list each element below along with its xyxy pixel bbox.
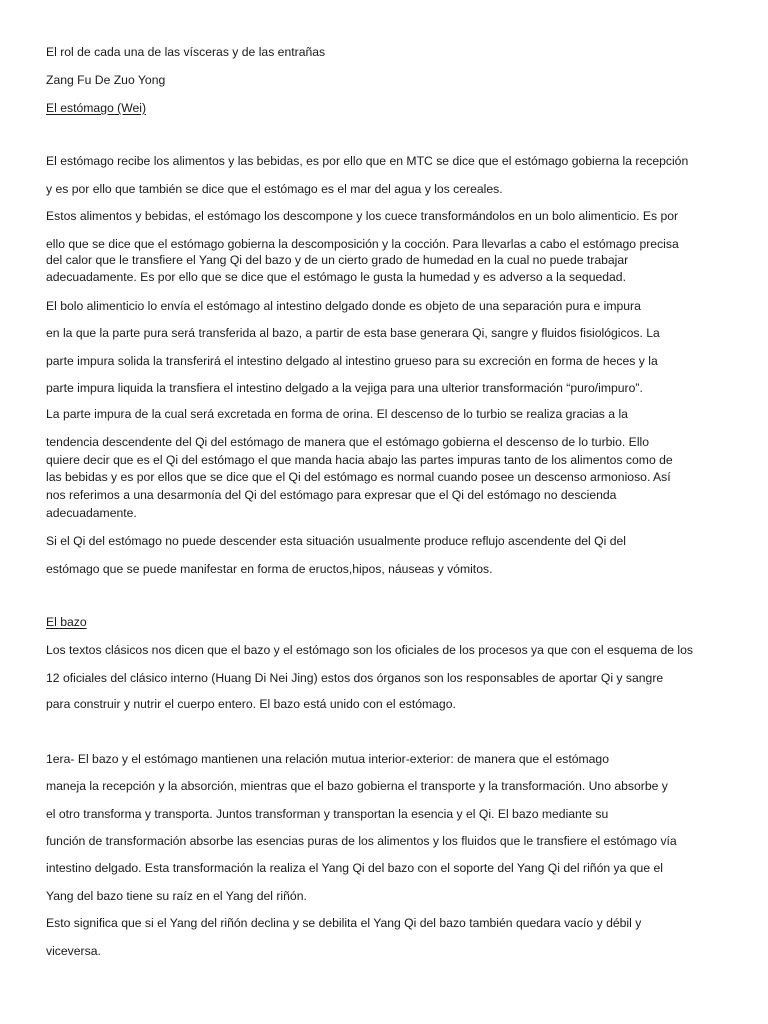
text-line: intestino delgado. Esta transformación la realiza el Yang Qi del bazo con el soporte del Yang Qi del riñón ya que el [46,861,663,875]
document-subtitle: Zang Fu De Zuo Yong [46,73,166,87]
document-title: El rol de cada una de las vísceras y de las entrañas [46,45,326,59]
text-line: estómago que se puede manifestar en forma de eructos,hipos, náuseas y vómitos. [46,562,493,576]
text-line: para construir y nutrir el cuerpo entero. El bazo está unido con el estómago. [46,697,456,711]
text-line: función de transformación absorbe las esencias puras de los alimentos y los fluidos que le transfiere el estómago vía [46,834,677,848]
text-line: Esto significa que si el Yang del riñón declina y se debilita el Yang Qi del bazo también quedara vacío y débil y [46,916,642,930]
section-heading-spleen: El bazo [46,615,87,629]
text-line: parte impura solida la transferirá el intestino delgado al intestino grueso para su excreción en forma de heces y la [46,354,658,368]
text-line: y es por ello que también se dice que el estómago es el mar del agua y los cereales. [46,182,503,196]
text-line: El bolo alimenticio lo envía el estómago al intestino delgado donde es objeto de una separación pura e impura [46,299,641,313]
text-line: La parte impura de la cual será excretada en forma de orina. El descenso de lo turbio se realiza gracias a la [46,407,628,421]
section-heading-stomach: El estómago (Wei) [46,101,147,115]
text-line: en la que la parte pura será transferida al bazo, a partir de esta base generara Qi, sangre y fluidos fisiológicos. La [46,326,660,340]
text-line: 12 oficiales del clásico interno (Huang Di Nei Jing) estos dos órganos son los responsables de aportar Qi y sangre [46,671,664,685]
text-line: el otro transforma y transporta. Juntos transforman y transportan la esencia y el Qi. El bazo mediante su [46,807,609,821]
text-line: parte impura liquida la transfiera el intestino delgado a la vejiga para una ulterior transformación “puro/impuro”. [46,381,643,395]
text-line: las bebidas y es por ellos que se dice que el Qi del estómago es normal cuando posee un descenso armonioso. Así [46,470,671,484]
text-line: Los textos clásicos nos dicen que el bazo y el estómago son los oficiales de los procesos ya que con el esquema de los [46,643,693,657]
text-line: Yang del bazo tiene su raíz en el Yang del riñón. [46,889,307,903]
text-line: Estos alimentos y bebidas, el estómago los descompone y los cuece transformándolos en un bolo alimenticio. Es por [46,209,679,223]
text-line: 1era- El bazo y el estómago mantienen una relación mutua interior-exterior: de manera que el estómago [46,752,609,766]
text-line: adecuadamente. Es por ello que se dice que el estómago le gusta la humedad y es adverso a la sequedad. [46,270,626,284]
text-line: nos referimos a una desarmonía del Qi del estómago para expresar que el Qi del estómago no descienda [46,488,617,502]
text-line: tendencia descendente del Qi del estómago de manera que el estómago gobierna el descenso de lo turbio. Ello [46,435,650,449]
text-line: maneja la recepción y la absorción, mientras que el bazo gobierna el transporte y la transformación. Uno absorbe y [46,779,668,793]
text-line: viceversa. [46,944,101,958]
text-line: del calor que le transfiere el Yang Qi del bazo y de un cierto grado de humedad en la cual no puede trabajar [46,253,629,267]
text-line: ello que se dice que el estómago gobierna la descomposición y la cocción. Para llevarlas a cabo el estómago precisa [46,237,679,251]
text-line: El estómago recibe los alimentos y las bebidas, es por ello que en MTC se dice que el estómago gobierna la recepción [46,154,689,168]
text-line: Si el Qi del estómago no puede descender esta situación usualmente produce reflujo ascendente del Qi del [46,534,626,548]
text-line: quiere decir que es el Qi del estómago el que manda hacia abajo las partes impuras tanto de los alimentos como de [46,453,673,467]
text-line: adecuadamente. [46,506,137,520]
